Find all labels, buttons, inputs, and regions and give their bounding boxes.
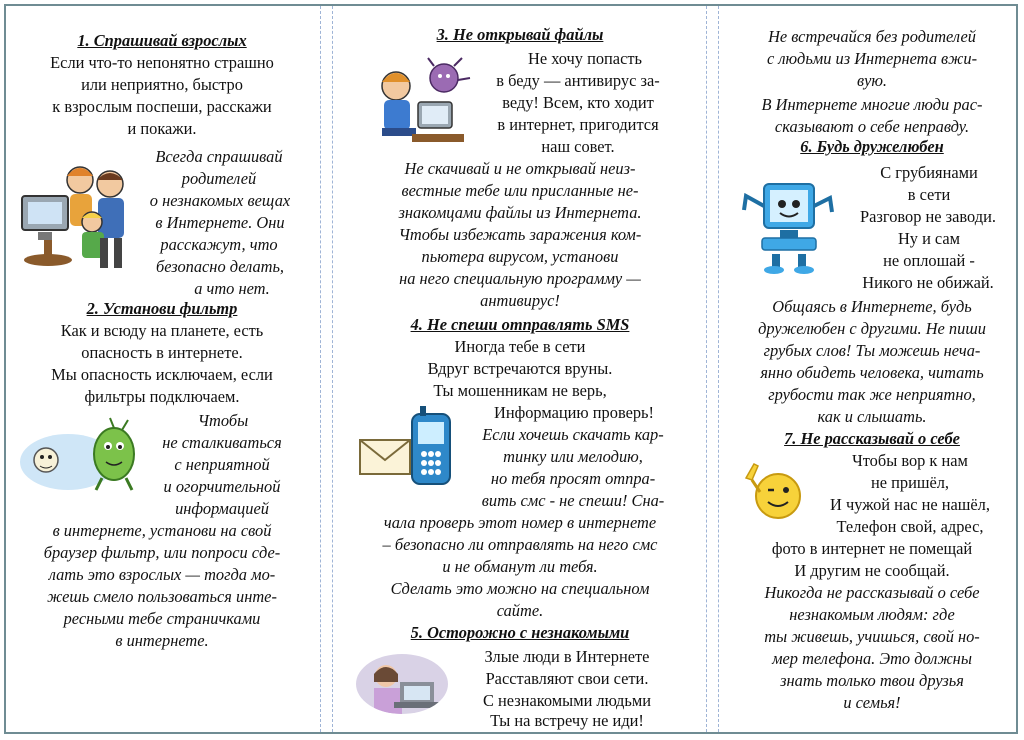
text-line: тинку или мелодию, <box>503 447 643 466</box>
text-line: Злые люди в Интернете <box>484 647 650 666</box>
text-line: опасность в интернете. <box>81 343 243 362</box>
text-line: не оплошай - <box>883 251 975 270</box>
text-line: родителей <box>181 169 257 188</box>
text-line: в интернет, пригодится <box>497 115 659 134</box>
heading-install-filter: 2. Установи фильтр <box>86 299 238 318</box>
text-line: вить смс - не спеши! Сна- <box>481 491 665 510</box>
text-line: в интернете, установи на свой <box>52 521 272 540</box>
fold-line <box>718 6 719 732</box>
text-line: с неприятной <box>174 455 270 474</box>
heading-dont-send-sms: 4. Не спеши отправлять SMS <box>410 315 630 334</box>
text-line: в интернете. <box>115 631 209 650</box>
text-line: Если хочешь скачать кар- <box>482 425 664 444</box>
text-line: Информацию проверь! <box>493 403 654 422</box>
text-line: Чтобы <box>197 411 249 430</box>
text-line: и не обманут ли тебя. <box>442 557 598 576</box>
text-line: знать только твои друзья <box>780 671 964 690</box>
text-line: Ты на встречу не иди! <box>490 711 644 730</box>
text-line: наш совет. <box>541 137 615 156</box>
text-line: жешь смело пользоваться инте- <box>47 587 277 606</box>
text-line: мер телефона. Это должны <box>772 649 972 668</box>
heading-beware-strangers: 5. Осторожно с незнакомыми <box>410 623 630 642</box>
text-line: С грубиянами <box>880 163 978 182</box>
text-line: Вдруг встречаются вруны. <box>427 359 613 378</box>
fold-line <box>320 6 321 732</box>
text-line: о незнакомых вещах <box>149 191 291 210</box>
cellphone-envelope-illustration <box>356 406 466 488</box>
text-line: в сети <box>907 185 951 204</box>
text-line: Не встречайся без родителей <box>768 27 976 46</box>
text-line: незнакомым людям: где <box>789 605 955 624</box>
text-line: Сделать это можно на специальном <box>390 579 650 598</box>
text-line: грубых слов! Ты можешь неча- <box>763 341 981 360</box>
text-line: С незнакомыми людьми <box>483 691 651 710</box>
text-line: – безопасно ли отправлять на него смс <box>382 535 658 554</box>
text-line: Разговор не заводи. <box>860 207 996 226</box>
text-line: сказывают о себе неправду. <box>774 117 970 136</box>
heading-be-friendly: 6. Будь дружелюбен <box>800 137 944 156</box>
text-line: расскажут, что <box>160 235 278 254</box>
fold-line <box>706 6 707 732</box>
text-line: вестные тебе или присланные не- <box>401 181 639 200</box>
text-line: фильтры подключаем. <box>84 387 240 406</box>
text-line: Расставляют свои сети. <box>485 669 649 688</box>
text-line: янно обидеть человека, читать <box>760 363 984 382</box>
text-line: в Интернете. Они <box>155 213 285 232</box>
text-line: не сталкиваться <box>162 433 282 452</box>
text-line: ресными тебе страничками <box>63 609 261 628</box>
text-line: с людьми из Интернета вжи- <box>766 49 978 68</box>
text-line: к взрослым поспеши, расскажи <box>52 97 272 116</box>
text-line: браузер фильтр, или попроси сде- <box>43 543 281 562</box>
text-line: и огорчительной <box>163 477 281 496</box>
text-line: пьютера вирусом, установи <box>421 247 619 266</box>
text-line: ты живешь, учишься, свой но- <box>764 627 980 646</box>
text-line: как и слышать. <box>817 407 927 426</box>
text-line: Никого не обижай. <box>862 273 994 292</box>
text-line: Иногда тебе в сети <box>454 337 586 356</box>
heading-dont-tell-about-self: 7. Не рассказывай о себе <box>784 429 960 448</box>
child-computer-virus-illustration <box>370 56 474 146</box>
winking-smiley-illustration <box>738 458 808 524</box>
brochure-sheet <box>4 4 1018 734</box>
text-line: чала проверь этот номер в интернете <box>383 513 657 532</box>
text-line: вую. <box>856 71 888 90</box>
text-line: Не скачивай и не открывай неиз- <box>404 159 636 178</box>
heading-dont-open-files: 3. Не открывай файлы <box>436 25 604 44</box>
heading-ask-adults: 1. Спрашивай взрослых <box>77 31 247 50</box>
text-line: антивирус! <box>480 291 560 310</box>
text-line: И чужой нас не нашёл, <box>830 495 990 514</box>
text-line: знакомцами файлы из Интернета. <box>398 203 642 222</box>
text-line: лать это взрослых — тогда мо- <box>48 565 276 584</box>
fold-line <box>332 6 333 732</box>
text-line: сайте. <box>496 601 544 620</box>
text-line: и покажи. <box>127 119 197 138</box>
text-line: И другим не сообщай. <box>794 561 950 580</box>
text-line: не пришёл, <box>870 473 950 492</box>
text-line: дружелюбен с другими. Не пиши <box>758 319 986 338</box>
family-computer-illustration <box>18 156 136 274</box>
text-line: Телефон свой, адрес, <box>836 517 984 536</box>
text-line: и семья! <box>843 693 901 712</box>
girl-laptop-photo <box>354 652 450 716</box>
text-line: Как и всюду на планете, есть <box>60 321 264 340</box>
text-line: веду! Всем, кто ходит <box>502 93 654 112</box>
text-line: Мы опасность исключаем, если <box>51 365 273 384</box>
text-line: информацией <box>175 499 269 518</box>
text-line: Общаясь в Интернете, будь <box>772 297 972 316</box>
text-line: Всегда спрашивай <box>155 147 283 166</box>
text-line: Чтобы вор к нам <box>852 451 968 470</box>
text-line: но тебя просят отпра- <box>490 469 656 488</box>
text-line: Никогда не рассказывай о себе <box>764 583 980 602</box>
text-line: Чтобы избежать заражения ком- <box>398 225 642 244</box>
text-line: Ты мошенникам не верь, <box>433 381 607 400</box>
text-line: В Интернете многие люди рас- <box>761 95 983 114</box>
text-line: грубости так же неприятно, <box>768 385 976 404</box>
text-line: фото в интернет не помещай <box>771 539 973 558</box>
text-line: на него специальную программу — <box>399 269 641 288</box>
happy-computer-illustration <box>740 176 836 276</box>
text-line: или неприятно, быстро <box>81 75 243 94</box>
text-line: а что нет. <box>194 279 270 298</box>
text-line: безопасно делать, <box>155 257 285 276</box>
text-line: Если что-то непонятно страшно <box>50 53 274 72</box>
virus-cartoon-illustration <box>18 416 142 494</box>
text-line: Ну и сам <box>897 229 961 248</box>
text-line: в беду — антивирус за- <box>496 71 660 90</box>
text-line: Не хочу попасть <box>527 49 642 68</box>
